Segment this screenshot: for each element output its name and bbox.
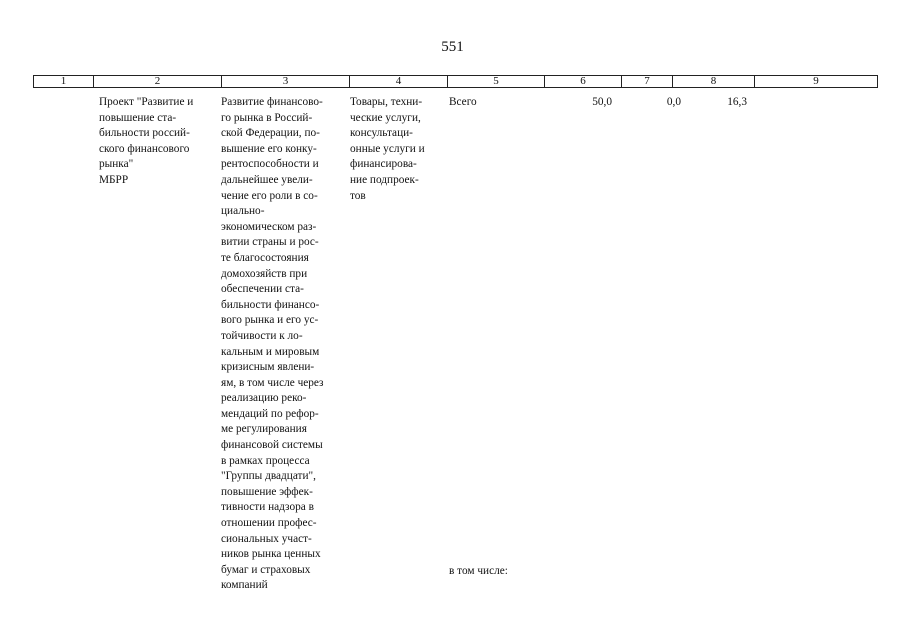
header-cell-1: 1 <box>60 75 67 87</box>
project-content-cell: Товары, техни- ческие услуги, консультаци- онные услуги и финансирова- ние подпроек- тов <box>350 96 425 202</box>
header-cell-3: 3 <box>282 75 289 87</box>
header-cell-7: 7 <box>644 75 650 87</box>
page-number: 551 <box>441 39 464 55</box>
project-goal-cell: Развитие финансово- го рынка в Россий- ской Федерации, по- вышение его конку- рентоспособности и дальнейшее увели- чение его роли в со- циально- экономическом раз- витии страны и рос- те благосостояния домохозяйств при обеспечении ста- бильности финансо- вого рынка и его ус- тойчивости к ло- кальным и мировым кризисным явлени- ям, в том числе через реализацию реко- мендаций по рефор- ме регулирования финансовой системы в рамках процесса "Группы двадцати", повышение эффек- тивности надзора в отношении профес- сиональных участ- ников рынка ценных бумаг и страховых компаний <box>221 96 324 592</box>
value-cell-8: 16,3 <box>727 96 747 108</box>
header-cell-5: 5 <box>493 75 499 87</box>
header-cell-8: 8 <box>710 75 717 87</box>
header-cell-2: 2 <box>154 75 161 87</box>
breakdown-caption: в том числе: <box>449 565 508 577</box>
header-cell-9: 9 <box>813 75 819 87</box>
table-header-row <box>33 75 878 88</box>
project-name-cell: Проект "Развитие и повышение ста- бильности россий- ского финансового рынка" МБРР <box>99 96 194 186</box>
header-cell-6: 6 <box>580 75 586 87</box>
total-label-cell: Всего <box>449 96 477 108</box>
value-cell-6: 50,0 <box>592 96 612 108</box>
value-cell-7: 0,0 <box>666 96 681 108</box>
header-cell-4: 4 <box>395 75 402 87</box>
